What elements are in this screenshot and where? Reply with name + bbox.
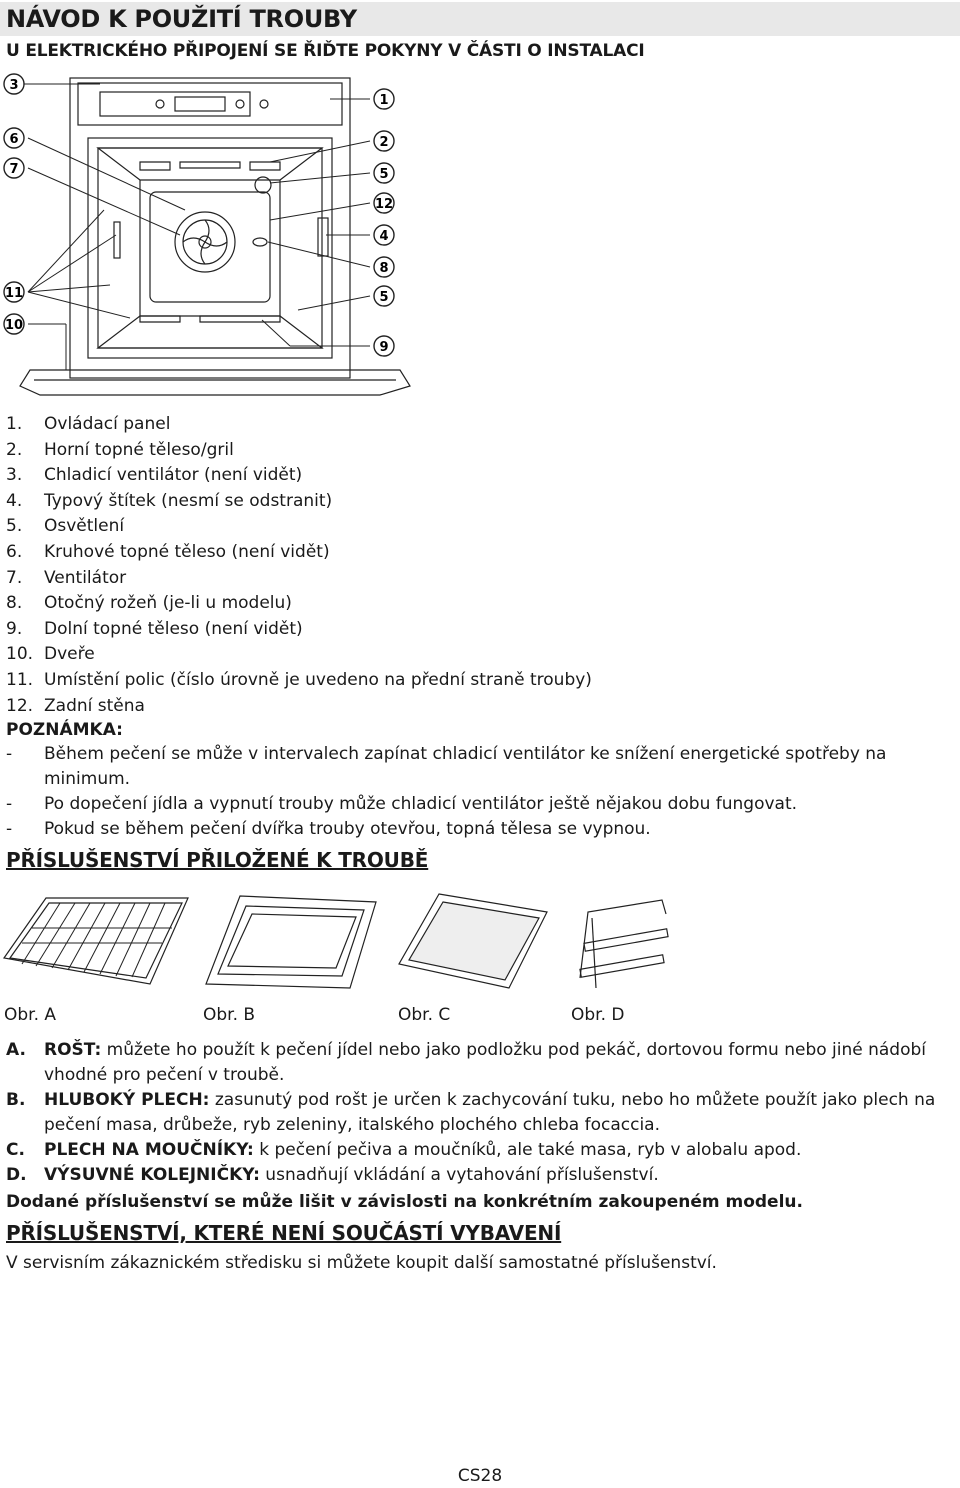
callout-4 [374, 225, 394, 245]
baking-tray-illustration [395, 888, 555, 998]
list-item: 1. Ovládací panel [6, 414, 171, 434]
callout-11 [4, 282, 24, 302]
figure-label: Obr. B [203, 1005, 256, 1025]
svg-text:11: 11 [4, 286, 24, 301]
accessories-footnote: Dodané příslušenství se může lišit v závislosti na konkrétním zakoupeném modelu. [6, 1192, 803, 1212]
callout-3 [4, 74, 24, 94]
svg-text:12: 12 [374, 197, 394, 212]
svg-text:3: 3 [9, 78, 19, 93]
title-bar [0, 2, 960, 36]
note-list [6, 742, 946, 842]
callout-12 [374, 193, 394, 213]
svg-text:2: 2 [379, 135, 389, 150]
oven-door [20, 370, 410, 395]
list-item: 9. Dolní topné těleso (není vidět) [6, 618, 303, 639]
list-item: - Pokud se během pečení dvířka trouby otevřou, topná tělesa se vypnou. [6, 819, 651, 839]
svg-text:6: 6 [9, 132, 19, 147]
list-item: - Po dopečení jídla a vypnutí trouby může chladicí ventilátor ještě nějakou dobu fungovat. [6, 794, 798, 814]
callout-8 [374, 257, 394, 277]
oven-frame [70, 78, 350, 378]
list-item: D. VÝSUVNÉ KOLEJNIČKY: usnadňují vkládání a vytahování příslušenství. [6, 1165, 659, 1185]
page-title: NÁVOD K POUŽITÍ TROUBY [6, 5, 357, 33]
list-item: 8. Otočný rožeň (je-li u modelu) [6, 593, 292, 614]
figure-label: Obr. C [398, 1005, 451, 1025]
list-item: 3. Chladicí ventilátor (není vidět) [6, 465, 303, 486]
callout-9 [374, 336, 394, 356]
list-item: 5. Osvětlení [6, 516, 125, 537]
rear-panel [150, 192, 270, 302]
optional-text: V servisním zákaznickém středisku si můžete koupit další samostatné příslušenství. [6, 1253, 717, 1273]
callout-2 [374, 131, 394, 151]
optional-heading: PŘÍSLUŠENSTVÍ, KTERÉ NENÍ SOUČÁSTÍ VYBAVENÍ [6, 1221, 562, 1245]
svg-text:5: 5 [379, 290, 389, 305]
svg-text:1: 1 [379, 93, 389, 108]
parts-list [6, 412, 592, 719]
callout-7 [4, 158, 24, 178]
accessories-list [6, 1038, 956, 1188]
accessories-heading: PŘÍSLUŠENSTVÍ PŘILOŽENÉ K TROUBĚ [6, 848, 429, 872]
svg-text:9: 9 [379, 340, 389, 355]
svg-text:7: 7 [9, 162, 19, 177]
oven-light [255, 177, 271, 193]
callouts-right [374, 89, 394, 356]
list-item: 12. Zadní stěna [6, 695, 145, 716]
list-item: 7. Ventilátor [6, 567, 127, 588]
oven-cavity [88, 138, 332, 358]
figure-label: Obr. D [571, 1005, 625, 1025]
display [175, 97, 225, 111]
list-item: 11. Umístění polic (číslo úrovně je uvedeno na přední straně trouby) [6, 669, 592, 690]
svg-text:4: 4 [379, 229, 389, 244]
rack-illustration [0, 888, 195, 998]
page-subtitle: U ELEKTRICKÉHO PŘIPOJENÍ SE ŘIĎTE POKYNY V ČÁSTI O INSTALACI [6, 41, 645, 61]
list-item: 2. Horní topné těleso/gril [6, 439, 234, 460]
knob-left [156, 100, 164, 108]
control-panel [78, 83, 342, 125]
list-item: 4. Typový štítek (nesmí se odstranit) [6, 490, 333, 511]
list-item: A. ROŠT: můžete ho použít k pečení jídel nebo jako podložku pod pekáč, dortovou formu nebo jiné nádobí vhodné pro pečení v troubě. [6, 1040, 927, 1085]
figure-label: Obr. A [4, 1005, 57, 1025]
list-item: 6. Kruhové topné těleso (není vidět) [6, 541, 330, 562]
note-heading: POZNÁMKA: [6, 720, 123, 740]
callout-5b [374, 286, 394, 306]
svg-text:10: 10 [4, 318, 24, 333]
callout-1 [374, 89, 394, 109]
callouts-left [4, 74, 24, 334]
bottom-heating-element [140, 316, 280, 322]
list-item: B. HLUBOKÝ PLECH: zasunutý pod rošt je určen k zachycování tuku, nebo ho můžete použít jako plech na pečení masa, drůbeže, ryb zeleniny, italského plochého chleba focaccia. [6, 1090, 936, 1135]
list-item: 10. Dveře [6, 644, 95, 665]
callout-5a [374, 163, 394, 183]
oven-diagram [0, 70, 420, 405]
list-item: C. PLECH NA MOUČNÍKY: k pečení pečiva a moučníků, ale také masa, ryb v alobalu apod. [6, 1140, 802, 1160]
svg-text:5: 5 [379, 167, 389, 182]
callout-10 [4, 314, 24, 334]
shelf-rail-right [318, 218, 328, 256]
top-heating-element [140, 162, 280, 170]
list-item: - Během pečení se může v intervalech zapínat chladicí ventilátor ke snížení energetické spotřeby na minimum. [6, 744, 887, 789]
sliding-rails-illustration [570, 888, 680, 998]
page-number: CS28 [457, 1466, 503, 1486]
callout-6 [4, 128, 24, 148]
shelf-rail-left [114, 222, 120, 258]
svg-text:8: 8 [379, 261, 389, 276]
knob-right [236, 100, 244, 108]
deep-tray-illustration [200, 888, 380, 998]
